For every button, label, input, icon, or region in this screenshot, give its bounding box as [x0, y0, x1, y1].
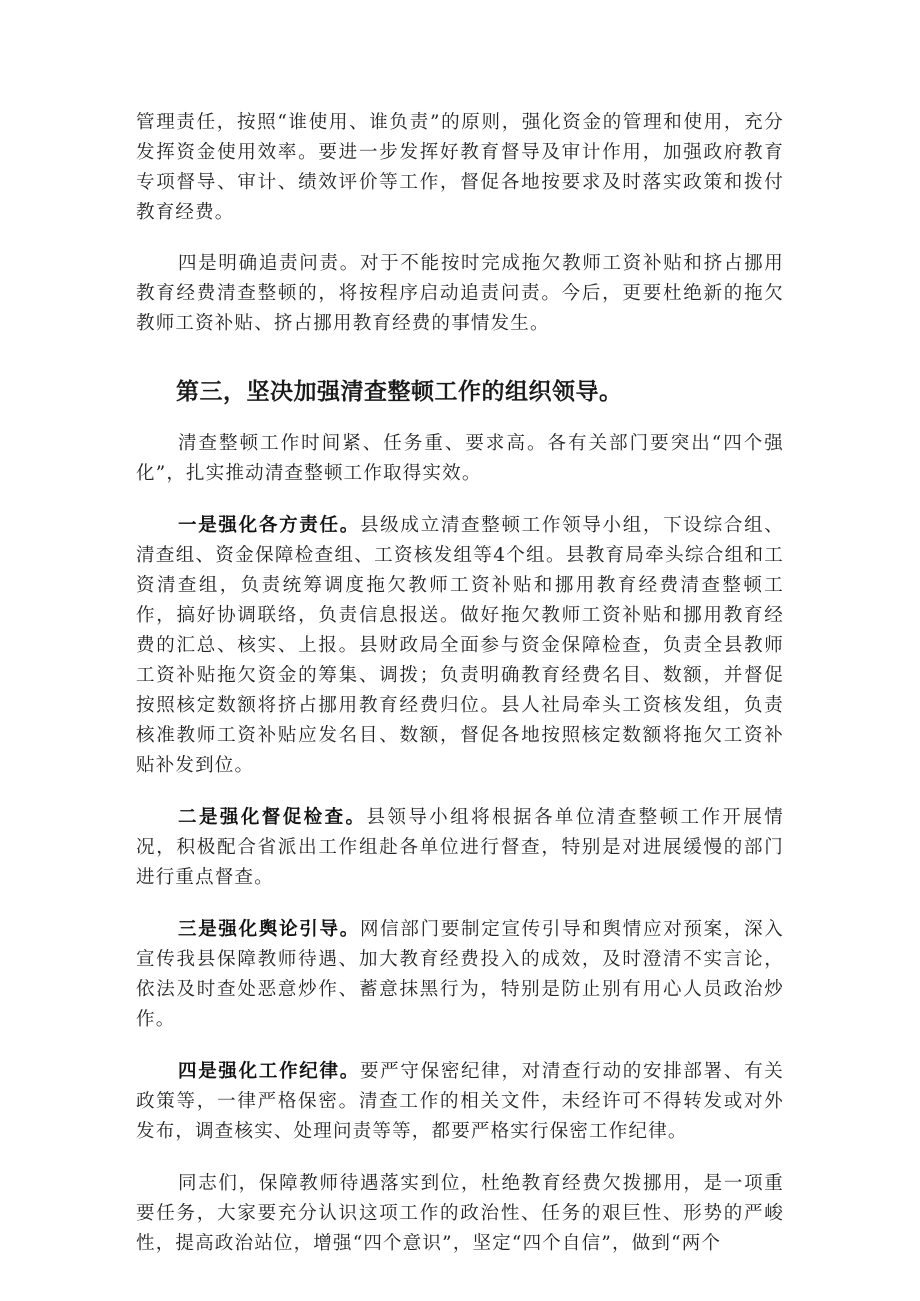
- paragraph-strengthen-discipline: [136, 1057, 784, 1147]
- paragraph-strengthen-supervision: [136, 803, 784, 893]
- lead-strengthen-supervision: 二是强化督促检查。: [178, 807, 367, 828]
- lead-strengthen-discipline: 四是强化工作纪律。: [178, 1061, 360, 1082]
- body-strengthen-responsibility: 县级成立清查整顿工作领导小组，下设综合组、清查组、资金保障检查组、工资核发组等4个组。县教育局牵头综合组和工资清查组，负责统筹调度拖欠教师工资补贴和挪用教育经费清查整顿工作，搞好协调联络，负责信息报送。做好拖欠教师工资补贴和挪用教育经费的汇总、核实、上报。县财政局全面参与资金保障检查，负责全县教师工资补贴拖欠资金的筹集、调拨；负责明确教育经费名目、数额，并督促按照核定数额将挤占挪用教育经费归位。县人社局牵头工资核发组，负责核准教师工资补贴应发名目、数额，督促各地按照核定数额将拖欠工资补贴补发到位。: [136, 515, 784, 776]
- document-body: [136, 108, 784, 1259]
- lead-strengthen-responsibility: 一是强化各方责任。: [178, 515, 360, 536]
- body-strengthen-supervision: 县领导小组将根据各单位清查整顿工作开展情况，积极配合省派出工作组赴各单位进行督查，特别是对进展缓慢的部门进行重点督查。: [136, 807, 784, 888]
- lead-strengthen-public-opinion: 三是强化舆论引导。: [178, 919, 360, 940]
- paragraph-fund-management: 管理责任，按照“谁使用、谁负责”的原则，强化资金的管理和使用，充分发挥资金使用效率。要进一步发挥好教育督导及审计作用，加强政府教育专项督导、审计、绩效评价等工作，督促各地按要求及时落实政策和拨付教育经费。: [136, 112, 784, 223]
- body-strengthen-discipline: 要严守保密纪律，对清查行动的安排部署、有关政策等，一律严格保密。清查工作的相关文件，未经许可不得转发或对外发布，调查核实、处理问责等等，都要严格实行保密工作纪律。: [136, 1061, 784, 1142]
- paragraph-strengthen-responsibility: [136, 511, 784, 781]
- paragraph-closing: 同志们，保障教师待遇落实到位，杜绝教育经费欠拨挪用，是一项重要任务，大家要充分认识这项工作的政治性、任务的艰巨性、形势的严峻性，提高政治站位，增强“四个意识”，坚定“四个自信”，做到“两个: [136, 1173, 784, 1254]
- body-strengthen-public-opinion: 网信部门要制定宣传引导和舆情应对预案，深入宣传我县保障教师待遇、加大教育经费投入的成效，及时澄清不实言论，依法及时查处恶意炒作、蓄意抹黑行为，特别是防止别有用心人员政治炒作。: [136, 919, 784, 1030]
- paragraph-four-strengthen-intro: 清查整顿工作时间紧、任务重、要求高。各有关部门要突出“四个强化”，扎实推动清查整顿工作取得实效。: [136, 433, 784, 484]
- paragraph-strengthen-public-opinion: [136, 915, 784, 1035]
- paragraph-accountability: 四是明确追责问责。对于不能按时完成拖欠教师工资补贴和挤占挪用教育经费清查整顿的，将按程序启动追责问责。今后，更要杜绝新的拖欠教师工资补贴、挤占挪用教育经费的事情发生。: [136, 253, 784, 334]
- section-heading-three: 第三，坚决加强清查整顿工作的组织领导。: [176, 379, 623, 405]
